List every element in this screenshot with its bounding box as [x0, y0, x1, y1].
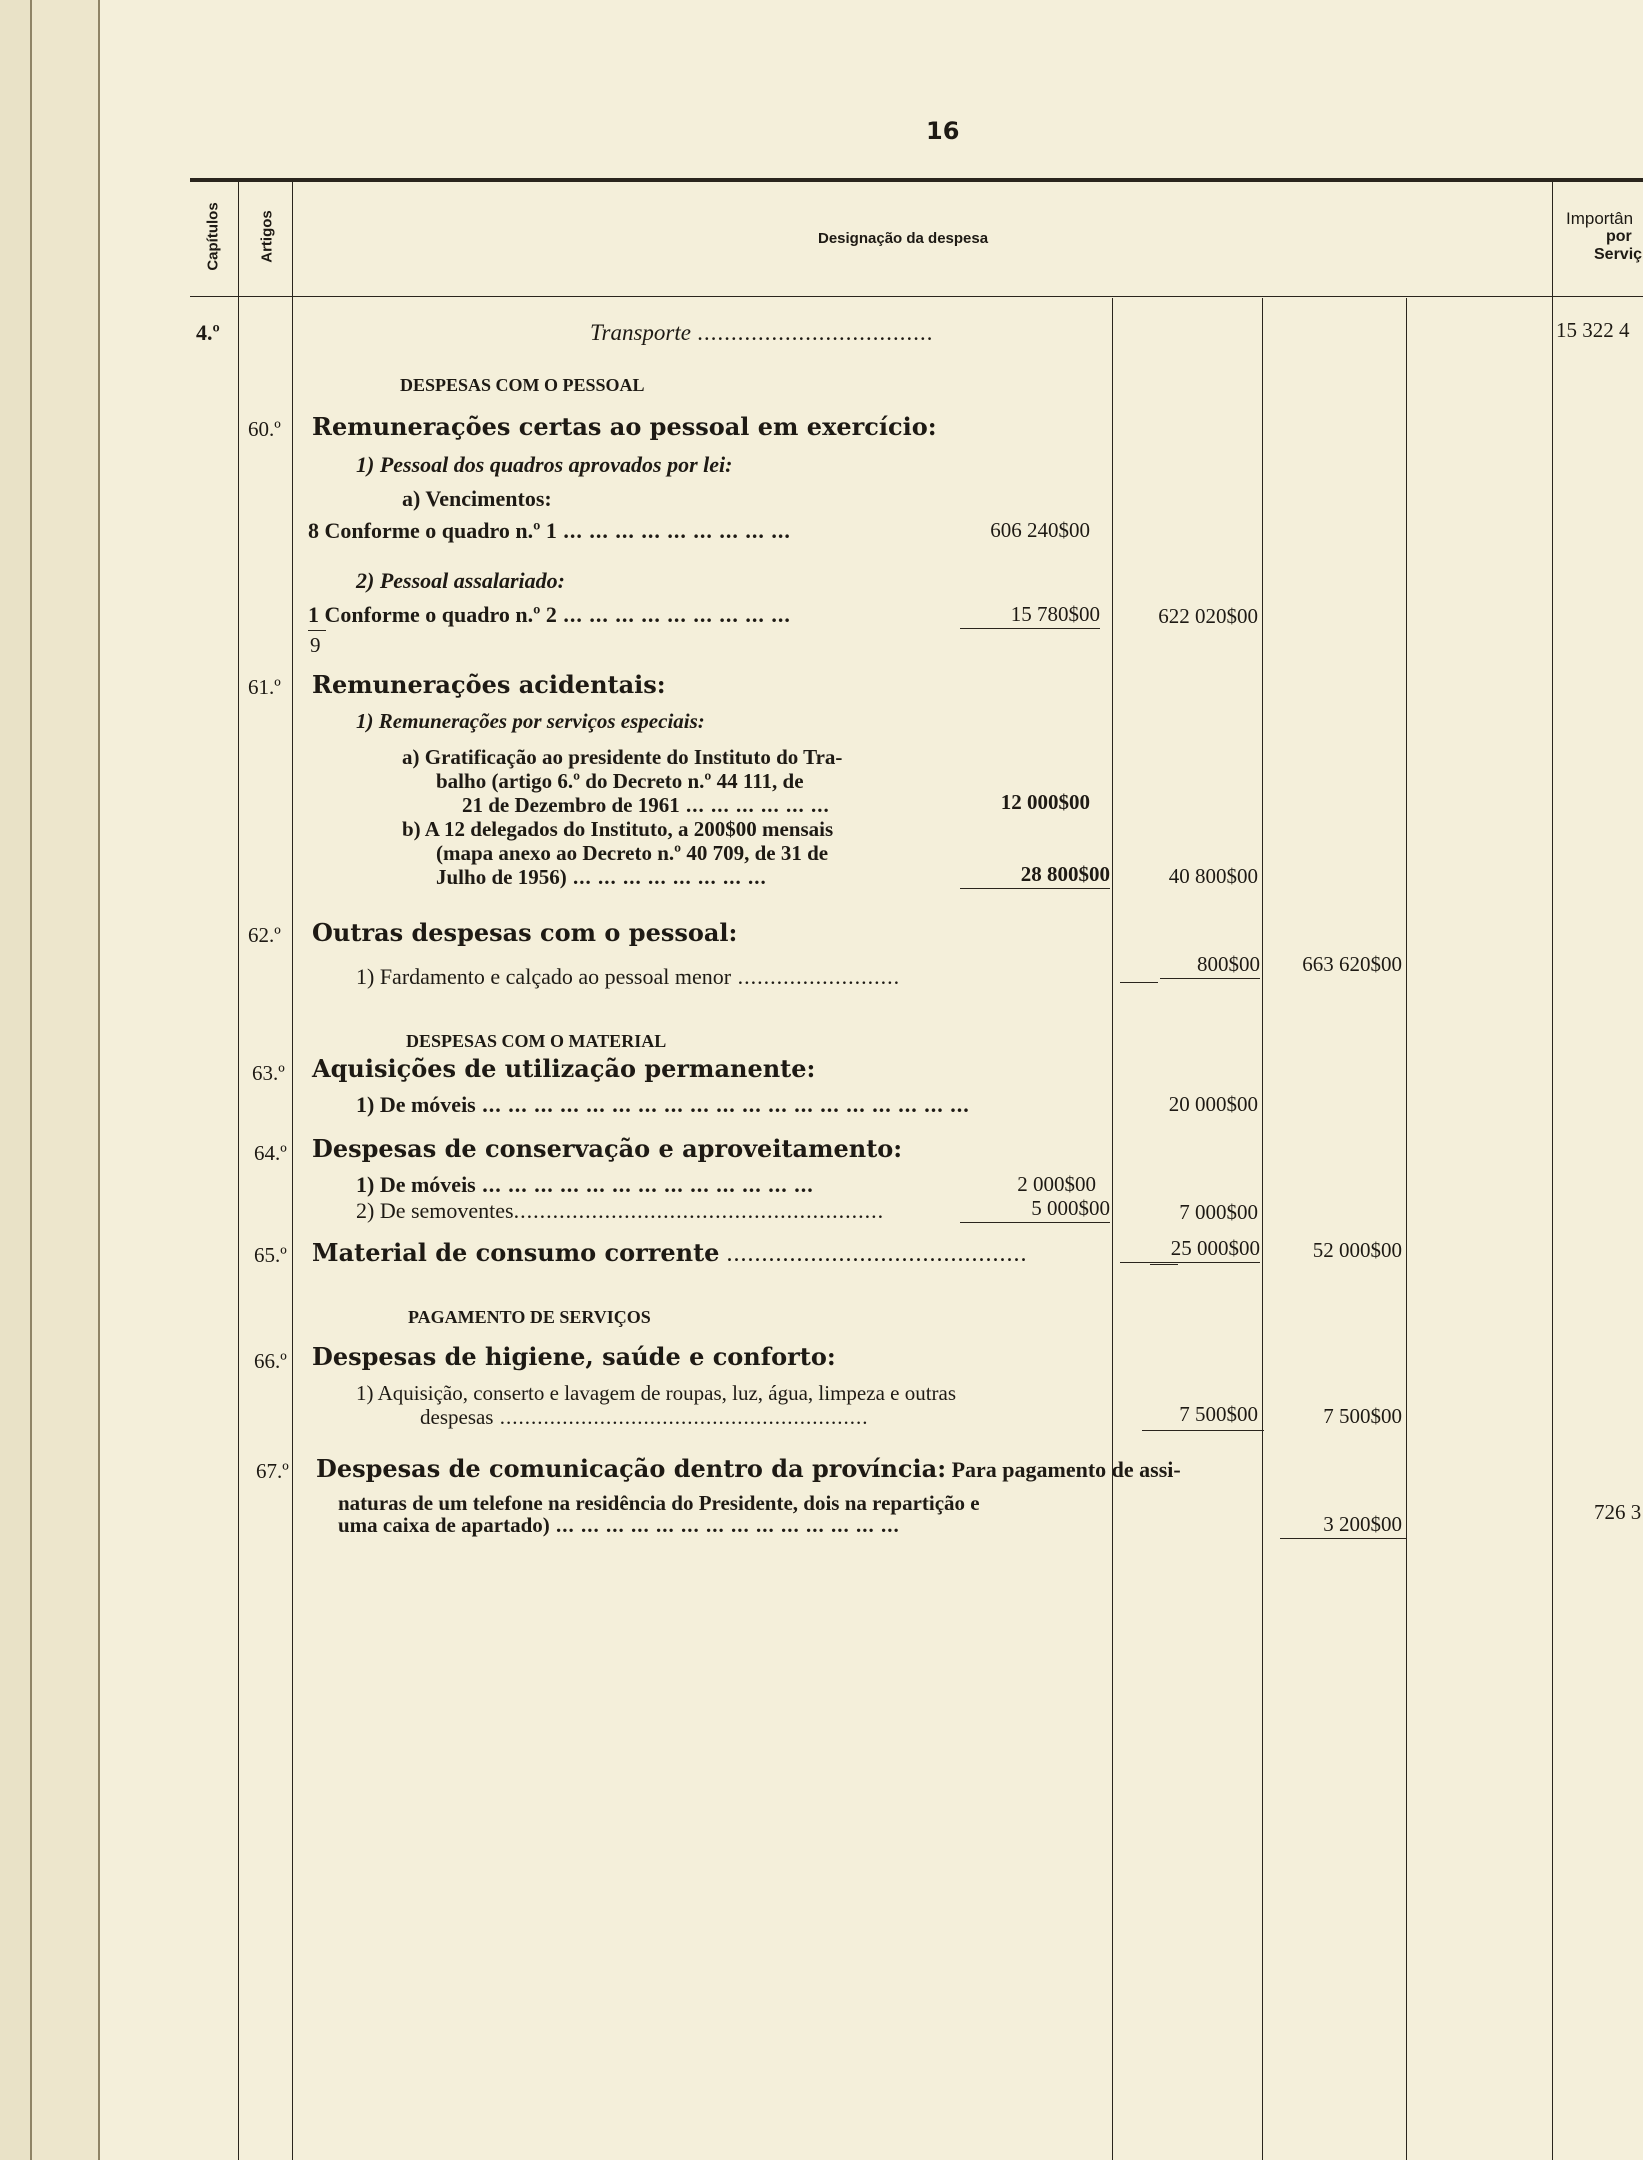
transporte-label: Transporte ...................................: [590, 320, 934, 345]
header-importancia-3: Serviç: [1594, 246, 1643, 263]
art63-line1: 1) De móveis ... ... ... ... ... ... ... ... ... ... ... ... ... ... ... ... ... ... ...: [356, 1092, 970, 1117]
art63-number: 63.º: [252, 1061, 285, 1085]
header-bottom-rule: [190, 296, 1643, 297]
section-material: DESPESAS COM O MATERIAL: [406, 1031, 667, 1051]
art60-line1-value: 606 240$00: [990, 518, 1090, 542]
art63-title: Aquisições de utilização permanente:: [312, 1054, 816, 1083]
transporte-value: 15 322 4: [1556, 318, 1630, 342]
art67-value-rule: [1280, 1538, 1406, 1539]
art60-line2-value: 15 780$00: [960, 602, 1100, 629]
art62-section-total: 663 620$00: [1302, 952, 1402, 976]
header-top-rule: [190, 178, 1643, 182]
art65-section-total: 52 000$00: [1312, 1238, 1402, 1262]
art60-sub1a: a) Vencimentos:: [402, 486, 552, 511]
art66-value: 7 500$00: [1179, 1402, 1258, 1426]
art64-total: 7 000$00: [1179, 1200, 1258, 1224]
art61-title: Remunerações acidentais:: [312, 670, 666, 699]
art66-value-rule: [1142, 1430, 1264, 1431]
art64-number: 64.º: [254, 1141, 287, 1165]
section-servicos: PAGAMENTO DE SERVIÇOS: [408, 1307, 651, 1327]
art60-sub2: 2) Pessoal assalariado:: [356, 568, 565, 593]
art67-title: Despesas de comunicação dentro da província:: [316, 1454, 947, 1483]
art65-number: 65.º: [254, 1243, 287, 1267]
art60-line1: 8 Conforme o quadro n.º 1 ... ... ... ... ... ... ... ... ...: [308, 518, 791, 543]
art66-line1: 1) Aquisição, conserto e lavagem de roupas, luz, água, limpeza e outras: [356, 1381, 957, 1405]
art61-number: 61.º: [248, 675, 281, 699]
art61-a-line3: 21 de Dezembro de 1961 ... ... ... ... ... ...: [462, 793, 830, 817]
art63-value: 20 000$00: [1168, 1092, 1258, 1116]
rule-header-right: [1552, 180, 1553, 2160]
rule-designacao: [1112, 298, 1113, 2160]
rule-artigos: [292, 180, 293, 2160]
art65-value: 25 000$00: [1120, 1236, 1260, 1263]
art61-b-line2: (mapa anexo ao Decreto n.º 40 709, de 31 de: [436, 841, 829, 865]
header-importancia-2: por: [1606, 228, 1632, 245]
art67-grand-total: 726 3: [1594, 1500, 1642, 1524]
art61-sub1: 1) Remunerações por serviços especiais:: [356, 709, 705, 733]
art62-number: 62.º: [248, 923, 281, 947]
art67-value: 3 200$00: [1323, 1512, 1402, 1536]
art67-title-rest: Para pagamento de assi-: [951, 1457, 1181, 1482]
art67-title-line: [316, 1456, 1181, 1483]
rule-col3: [1406, 298, 1407, 2160]
art64-value1: 2 000$00: [1017, 1172, 1096, 1196]
art66-number: 66.º: [254, 1349, 287, 1373]
page-edge-back: [0, 0, 32, 2160]
art61-b-line1: b) A 12 delegados do Instituto, a 200$00 mensais: [402, 817, 834, 841]
art60-sub1: 1) Pessoal dos quadros aprovados por lei:: [356, 452, 733, 477]
art61-a-line2: balho (artigo 6.º do Decreto n.º 44 111, de: [436, 769, 804, 793]
art62-rule-left: [1120, 982, 1158, 983]
art61-a-value: 12 000$00: [1000, 790, 1090, 814]
art62-title: Outras despesas com o pessoal:: [312, 918, 738, 947]
art60-line2: 1 Conforme o quadro n.º 2 ... ... ... ... ... ... ... ... ...: [308, 602, 791, 627]
header-capitulos: Capítulos: [204, 202, 222, 271]
art61-total: 40 800$00: [1168, 864, 1258, 888]
art61-a-line1: a) Gratificação ao presidente do Instituto do Tra-: [402, 745, 843, 769]
art66-line2: despesas ...........................................................: [420, 1405, 869, 1429]
art65-rule-left: [1150, 1264, 1178, 1265]
rule-col2: [1262, 298, 1263, 2160]
art66-section-total: 7 500$00: [1323, 1404, 1402, 1428]
page-number: 16: [926, 117, 960, 145]
art60-number: 60.º: [248, 417, 281, 441]
art67-line3: uma caixa de apartado) ... ... ... ... ... ... ... ... ... ... ... ... ... ...: [338, 1513, 900, 1537]
art64-line1: 1) De móveis ... ... ... ... ... ... ... ... ... ... ... ... ...: [356, 1172, 814, 1197]
art67-line2: naturas de um telefone na residência do Presidente, dois na repartição e: [338, 1491, 980, 1515]
art60-title: Remunerações certas ao pessoal em exercício:: [312, 412, 937, 441]
art61-b-value: 28 800$00: [960, 862, 1110, 889]
art62-line1: 1) Fardamento e calçado ao pessoal menor .........................: [356, 964, 901, 989]
art61-b-line3: Julho de 1956) ... ... ... ... ... ... ... ...: [436, 865, 767, 889]
art64-title: Despesas de conservação e aproveitamento:: [312, 1134, 903, 1163]
header-designacao: Designação da despesa: [818, 230, 989, 247]
header-artigos: Artigos: [258, 210, 276, 263]
section-pessoal: DESPESAS COM O PESSOAL: [400, 375, 645, 395]
art64-line2: 2) De semoventes.........................................................: [356, 1198, 885, 1223]
art64-value2: 5 000$00: [960, 1196, 1110, 1223]
art66-title: Despesas de higiene, saúde e conforto:: [312, 1342, 836, 1371]
rule-capitulos: [238, 180, 239, 2160]
art60-line2-total: 622 020$00: [1158, 604, 1258, 628]
page-edge-middle: [32, 0, 100, 2160]
art60-count-total: 9: [310, 633, 321, 657]
header-importancia-1: Importân: [1566, 209, 1634, 228]
art65-title: Material de consumo corrente ...........................................: [312, 1238, 1028, 1267]
art60-count-rule: [308, 630, 326, 631]
art62-value: 800$00: [1160, 952, 1260, 979]
art67-number: 67.º: [256, 1459, 289, 1483]
capitulo-number: 4.º: [196, 320, 220, 345]
